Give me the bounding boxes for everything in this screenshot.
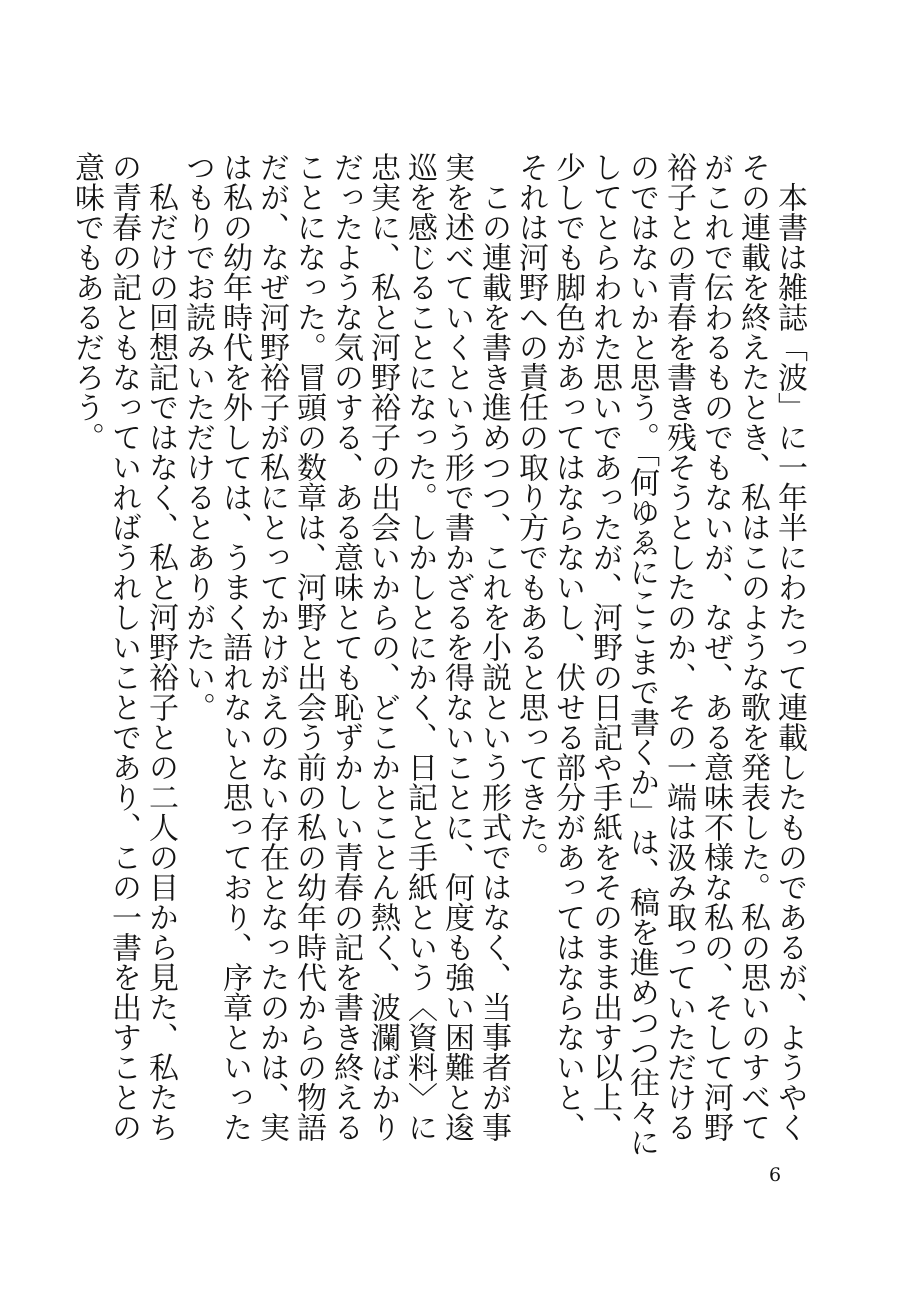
paragraph-3: 私だけの回想記ではなく、私と河野裕子との二人の目から見た、私たちの青春の記ともなっていればうれしいことであり、この一書を出すことの意味でもあるだろう。 (69, 152, 178, 1142)
paragraph-2: この連載を書き進めつつ、これを小説という形式ではなく、当事者が事実を述べていくという形で書かざるを得ないことに、何度も強い困難と逡巡を感じることになった。しかしとにかく、日記と手紙という〈資料〉に忠実に、私と河野裕子の出会いからの、どこかとことん熱く、波瀾ばかりだったような気のする、ある意味とても恥ずかしい青春の記を書き終えることになった。冒頭の数章は、河野と出会う前の私の幼年時代からの物語だが、なぜ河野裕子が私にとってかけがえのない存在となったのかは、実は私の幼年時代を外しては、うまく語れないと思っており、序章といったつもりでお読みいただけるとありがたい。 (180, 152, 511, 1142)
page-number: 6 (769, 1164, 782, 1186)
paragraph-1: 本書は雑誌「波」に一年半にわたって連載したものであるが、ようやくその連載を終えたとき、私はこのような歌を発表した。私の思いのすべてがこれで伝わるものでもないが、なぜ、ある意味不様な私の、そして河野裕子との青春を書き残そうとしたのか、その一端は汲み取っていただけるのではないかと思う。「何ゆゑにここまで書くか」は、稿を進めつつ往々にしてとらわれた思いであったが、河野の日記や手紙をそのまま出す以上、少しでも脚色があってはならないし、伏せる部分があってはならないと、それは河野への責任の取り方でもあると思ってきた。 (513, 152, 807, 1157)
body-text (69, 152, 808, 1162)
